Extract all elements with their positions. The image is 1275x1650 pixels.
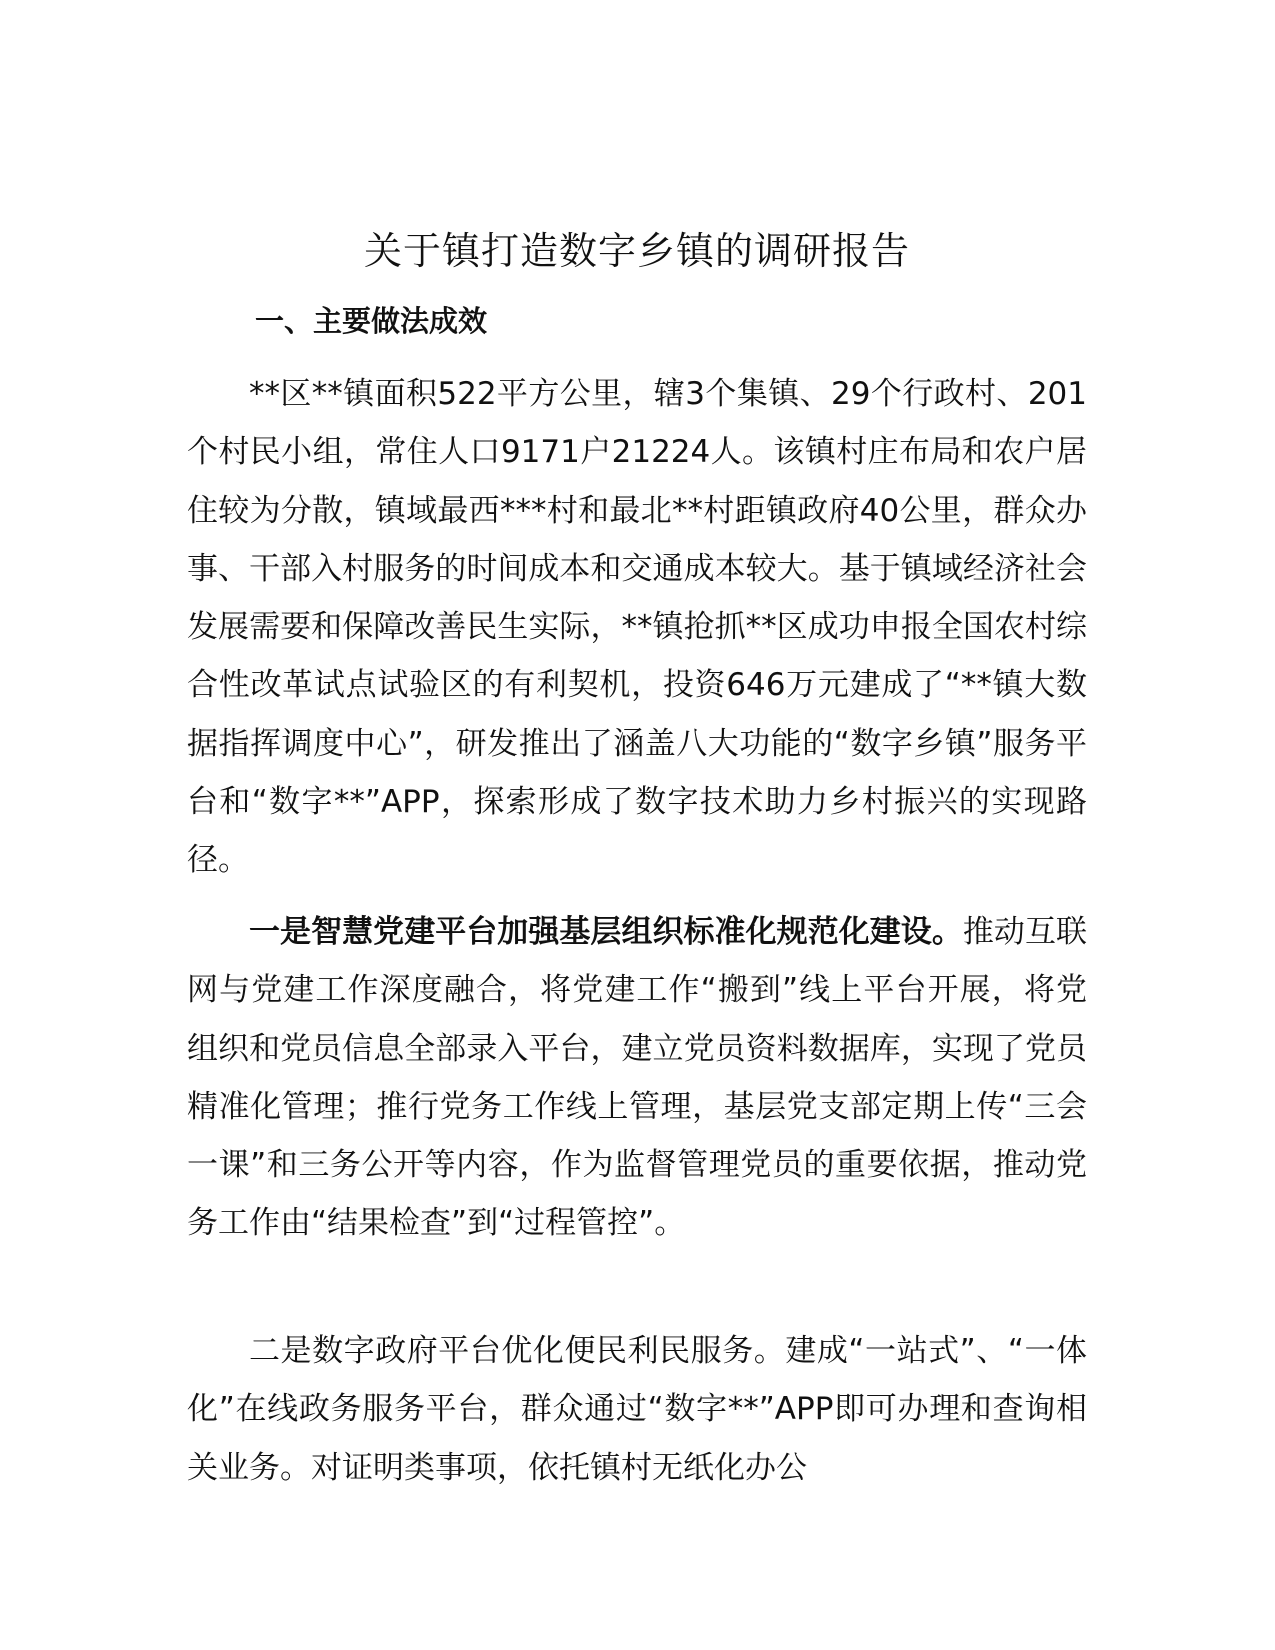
paragraph-lead: 一是智慧党建平台加强基层组织标准化规范化建设。: [249, 914, 963, 950]
paragraph-digital-government: [187, 1322, 1087, 1497]
paragraph-text: 建成“一站式”、“一体化”在线政务服务平台，群众通过“数字**”APP即可办理和查询相关业务。对证明类事项，依托镇村无纸化办公: [187, 1333, 1087, 1486]
paragraph-lead: 二是数字政府平台优化便民利民服务。: [249, 1333, 786, 1369]
paragraph-text: **区**镇面积522平方公里，辖3个集镇、29个行政村、201个村民小组，常住人口9171户21224人。该镇村庄布局和农户居住较为分散，镇域最西***村和最北**村距镇政府40公里，群众办事、干部入村服务的时间成本和交通成本较大。基于镇域经济社会发展需要和保障改善民生实际，**镇抢抓**区成功申报全国农村综合性改革试点试验区的有利契机，投资646万元建成了“**镇大数据指挥调度中心”，研发推出了涵盖八大功能的“数字乡镇”服务平台和“数字**”APP，探索形成了数字技术助力乡村振兴的实现路径。: [187, 376, 1087, 879]
paragraph-overview: [187, 365, 1087, 890]
document-title: 关于镇打造数字乡镇的调研报告: [363, 229, 910, 273]
paragraph-text: 推动互联网与党建工作深度融合，将党建工作“搬到”线上平台开展，将党组织和党员信息全部录入平台，建立党员资料数据库，实现了党员精准化管理；推行党务工作线上管理，基层党支部定期上传“三会一课”和三务公开等内容，作为监督管理党员的重要依据，推动党务工作由“结果检查”到“过程管控”。: [187, 914, 1088, 1242]
paragraph-smart-party-building: [187, 903, 1087, 1253]
section-heading: 一、主要做法成效: [255, 304, 488, 338]
